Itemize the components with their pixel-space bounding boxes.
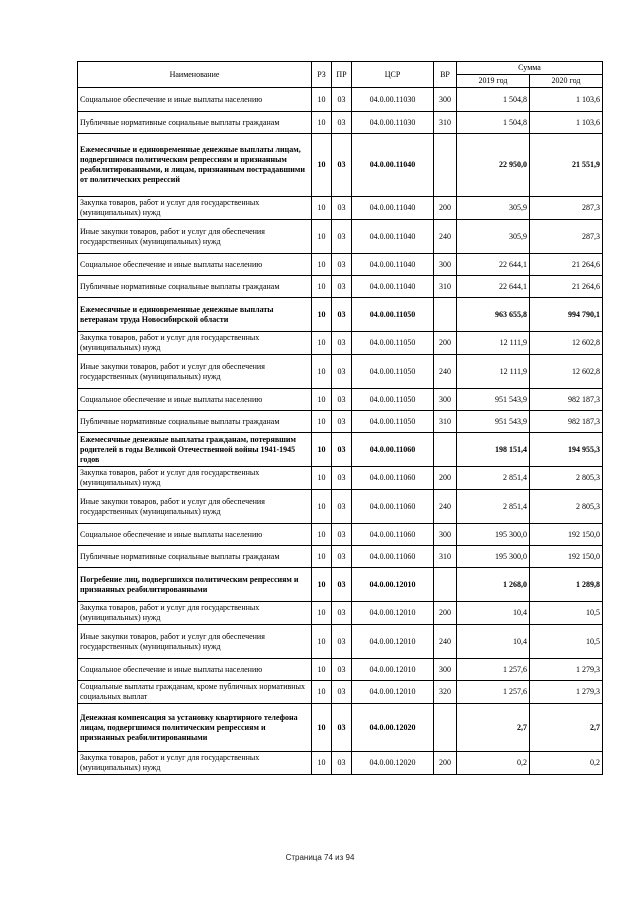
table-row xyxy=(78,681,603,704)
cell-vr: 310 xyxy=(434,276,457,298)
cell-2019: 2,7 xyxy=(457,704,530,752)
cell-name: Закупка товаров, работ и услуг для государственных (муниципальных) нужд xyxy=(78,197,312,220)
cell-vr xyxy=(434,433,457,467)
cell-name: Социальное обеспечение и иные выплаты населению xyxy=(78,88,312,112)
cell-2019: 195 300,0 xyxy=(457,546,530,568)
cell-csr: 04.0.00.11060 xyxy=(352,433,434,467)
cell-2020: 192 150,0 xyxy=(530,524,603,546)
cell-vr: 200 xyxy=(434,467,457,490)
table-row xyxy=(78,276,603,298)
budget-table xyxy=(77,61,603,775)
cell-name: Погребение лиц, подвергшихся политическим репрессиям и признанных реабилитированными xyxy=(78,568,312,602)
cell-name: Ежемесячные и единовременные денежные выплаты лицам, подвергшимся политическим репрессиям и признанным реабилитированными, и лицам, признанным пострадавшими от политических репрессий xyxy=(78,134,312,197)
header-pr: ПР xyxy=(332,62,352,88)
cell-vr: 240 xyxy=(434,490,457,524)
cell-pr: 03 xyxy=(332,197,352,220)
cell-name: Ежемесячные и единовременные денежные выплаты ветеранам труда Новосибирской области xyxy=(78,298,312,332)
cell-2019: 198 151,4 xyxy=(457,433,530,467)
cell-2019: 1 257,6 xyxy=(457,659,530,681)
cell-2019: 951 543,9 xyxy=(457,389,530,411)
header-sum: Сумма xyxy=(457,62,603,75)
cell-csr: 04.0.00.11050 xyxy=(352,355,434,389)
cell-2020: 10,5 xyxy=(530,625,603,659)
cell-csr: 04.0.00.11060 xyxy=(352,546,434,568)
cell-pr: 03 xyxy=(332,355,352,389)
table-row xyxy=(78,88,603,112)
cell-2019: 10,4 xyxy=(457,602,530,625)
cell-rz: 10 xyxy=(312,389,332,411)
cell-csr: 04.0.00.11060 xyxy=(352,490,434,524)
cell-2020: 1 103,6 xyxy=(530,112,603,134)
table-row xyxy=(78,355,603,389)
cell-name: Ежемесячные денежные выплаты гражданам, потерявшим родителей в годы Великой Отечественной войны 1941-1945 годов xyxy=(78,433,312,467)
cell-2019: 1 257,6 xyxy=(457,681,530,704)
cell-2019: 22 644,1 xyxy=(457,276,530,298)
cell-pr: 03 xyxy=(332,752,352,775)
cell-2019: 22 644,1 xyxy=(457,254,530,276)
cell-name: Публичные нормативные социальные выплаты гражданам xyxy=(78,411,312,433)
cell-vr: 240 xyxy=(434,625,457,659)
cell-2020: 1 279,3 xyxy=(530,659,603,681)
header-csr: ЦСР xyxy=(352,62,434,88)
cell-rz: 10 xyxy=(312,490,332,524)
cell-2019: 0,2 xyxy=(457,752,530,775)
cell-pr: 03 xyxy=(332,276,352,298)
cell-2020: 982 187,3 xyxy=(530,411,603,433)
table-row xyxy=(78,220,603,254)
cell-2020: 2,7 xyxy=(530,704,603,752)
cell-rz: 10 xyxy=(312,411,332,433)
table-row xyxy=(78,467,603,490)
cell-csr: 04.0.00.11030 xyxy=(352,88,434,112)
cell-rz: 10 xyxy=(312,88,332,112)
cell-csr: 04.0.00.11030 xyxy=(352,112,434,134)
cell-rz: 10 xyxy=(312,602,332,625)
table-row xyxy=(78,602,603,625)
cell-csr: 04.0.00.11060 xyxy=(352,524,434,546)
cell-2020: 194 955,3 xyxy=(530,433,603,467)
cell-pr: 03 xyxy=(332,134,352,197)
cell-pr: 03 xyxy=(332,524,352,546)
cell-name: Закупка товаров, работ и услуг для государственных (муниципальных) нужд xyxy=(78,752,312,775)
cell-vr: 320 xyxy=(434,681,457,704)
cell-2019: 195 300,0 xyxy=(457,524,530,546)
cell-rz: 10 xyxy=(312,298,332,332)
table-row xyxy=(78,433,603,467)
table-row xyxy=(78,546,603,568)
cell-rz: 10 xyxy=(312,220,332,254)
cell-pr: 03 xyxy=(332,704,352,752)
cell-2019: 2 851,4 xyxy=(457,490,530,524)
cell-pr: 03 xyxy=(332,298,352,332)
cell-2020: 1 289,8 xyxy=(530,568,603,602)
cell-vr: 300 xyxy=(434,254,457,276)
cell-rz: 10 xyxy=(312,276,332,298)
table-row xyxy=(78,197,603,220)
cell-vr: 300 xyxy=(434,524,457,546)
table-row xyxy=(78,411,603,433)
table-row xyxy=(78,752,603,775)
cell-2019: 22 950,0 xyxy=(457,134,530,197)
cell-2019: 12 111,9 xyxy=(457,355,530,389)
cell-name: Иные закупки товаров, работ и услуг для обеспечения государственных (муниципальных) нужд xyxy=(78,220,312,254)
cell-csr: 04.0.00.11040 xyxy=(352,197,434,220)
cell-pr: 03 xyxy=(332,467,352,490)
cell-rz: 10 xyxy=(312,197,332,220)
cell-vr xyxy=(434,704,457,752)
cell-vr: 200 xyxy=(434,602,457,625)
cell-name: Иные закупки товаров, работ и услуг для обеспечения государственных (муниципальных) нужд xyxy=(78,625,312,659)
cell-pr: 03 xyxy=(332,332,352,355)
cell-name: Социальное обеспечение и иные выплаты населению xyxy=(78,254,312,276)
table-row xyxy=(78,568,603,602)
cell-csr: 04.0.00.11060 xyxy=(352,467,434,490)
cell-name: Публичные нормативные социальные выплаты гражданам xyxy=(78,546,312,568)
cell-rz: 10 xyxy=(312,524,332,546)
cell-pr: 03 xyxy=(332,88,352,112)
cell-rz: 10 xyxy=(312,433,332,467)
cell-2020: 287,3 xyxy=(530,197,603,220)
cell-vr: 240 xyxy=(434,355,457,389)
header-name: Наименование xyxy=(78,62,312,88)
cell-2020: 1 103,6 xyxy=(530,88,603,112)
cell-2019: 951 543,9 xyxy=(457,411,530,433)
page-footer: Страница 74 из 94 xyxy=(285,853,355,862)
cell-csr: 04.0.00.11050 xyxy=(352,298,434,332)
cell-2019: 1 268,0 xyxy=(457,568,530,602)
cell-rz: 10 xyxy=(312,752,332,775)
cell-2020: 21 264,6 xyxy=(530,276,603,298)
header-row xyxy=(78,62,603,75)
cell-vr: 200 xyxy=(434,197,457,220)
cell-vr xyxy=(434,298,457,332)
cell-csr: 04.0.00.12010 xyxy=(352,625,434,659)
cell-csr: 04.0.00.11040 xyxy=(352,254,434,276)
cell-name: Социальное обеспечение и иные выплаты населению xyxy=(78,659,312,681)
cell-pr: 03 xyxy=(332,568,352,602)
table-row xyxy=(78,332,603,355)
cell-2019: 10,4 xyxy=(457,625,530,659)
cell-pr: 03 xyxy=(332,389,352,411)
header-2020: 2020 год xyxy=(530,75,603,88)
cell-2020: 21 264,6 xyxy=(530,254,603,276)
cell-2020: 10,5 xyxy=(530,602,603,625)
cell-pr: 03 xyxy=(332,254,352,276)
cell-name: Иные закупки товаров, работ и услуг для обеспечения государственных (муниципальных) нужд xyxy=(78,355,312,389)
cell-vr: 200 xyxy=(434,332,457,355)
cell-2020: 287,3 xyxy=(530,220,603,254)
cell-2019: 305,9 xyxy=(457,220,530,254)
cell-2020: 2 805,3 xyxy=(530,467,603,490)
cell-pr: 03 xyxy=(332,490,352,524)
cell-pr: 03 xyxy=(332,112,352,134)
cell-pr: 03 xyxy=(332,625,352,659)
cell-pr: 03 xyxy=(332,546,352,568)
cell-name: Социальное обеспечение и иные выплаты населению xyxy=(78,524,312,546)
cell-csr: 04.0.00.12010 xyxy=(352,568,434,602)
cell-csr: 04.0.00.11050 xyxy=(352,411,434,433)
cell-rz: 10 xyxy=(312,332,332,355)
cell-2020: 12 602,8 xyxy=(530,355,603,389)
cell-rz: 10 xyxy=(312,659,332,681)
table-row xyxy=(78,524,603,546)
table-row xyxy=(78,134,603,197)
cell-csr: 04.0.00.11040 xyxy=(352,276,434,298)
cell-vr: 310 xyxy=(434,411,457,433)
cell-csr: 04.0.00.11040 xyxy=(352,220,434,254)
cell-2020: 0,2 xyxy=(530,752,603,775)
cell-csr: 04.0.00.12010 xyxy=(352,681,434,704)
cell-2019: 2 851,4 xyxy=(457,467,530,490)
cell-rz: 10 xyxy=(312,704,332,752)
cell-csr: 04.0.00.11050 xyxy=(352,389,434,411)
cell-csr: 04.0.00.11040 xyxy=(352,134,434,197)
cell-vr: 200 xyxy=(434,752,457,775)
cell-csr: 04.0.00.12020 xyxy=(352,704,434,752)
cell-vr xyxy=(434,568,457,602)
cell-name: Социальные выплаты гражданам, кроме публичных нормативных социальных выплат xyxy=(78,681,312,704)
cell-2020: 192 150,0 xyxy=(530,546,603,568)
cell-name: Публичные нормативные социальные выплаты гражданам xyxy=(78,112,312,134)
cell-rz: 10 xyxy=(312,681,332,704)
cell-name: Денежная компенсация за установку квартирного телефона лицам, подвергшимся политическим репрессиям и признанных реабилитированными xyxy=(78,704,312,752)
cell-vr: 300 xyxy=(434,389,457,411)
cell-rz: 10 xyxy=(312,134,332,197)
cell-name: Публичные нормативные социальные выплаты гражданам xyxy=(78,276,312,298)
table-row xyxy=(78,254,603,276)
cell-rz: 10 xyxy=(312,467,332,490)
cell-name: Иные закупки товаров, работ и услуг для обеспечения государственных (муниципальных) нужд xyxy=(78,490,312,524)
cell-name: Социальное обеспечение и иные выплаты населению xyxy=(78,389,312,411)
table-body xyxy=(78,88,603,775)
cell-csr: 04.0.00.11050 xyxy=(352,332,434,355)
cell-name: Закупка товаров, работ и услуг для государственных (муниципальных) нужд xyxy=(78,332,312,355)
cell-vr xyxy=(434,134,457,197)
table-row xyxy=(78,112,603,134)
header-vr: ВР xyxy=(434,62,457,88)
cell-2019: 305,9 xyxy=(457,197,530,220)
cell-pr: 03 xyxy=(332,602,352,625)
cell-2020: 12 602,8 xyxy=(530,332,603,355)
table-row xyxy=(78,659,603,681)
header-2019: 2019 год xyxy=(457,75,530,88)
table-row xyxy=(78,704,603,752)
cell-2020: 21 551,9 xyxy=(530,134,603,197)
cell-csr: 04.0.00.12020 xyxy=(352,752,434,775)
cell-2019: 12 111,9 xyxy=(457,332,530,355)
cell-pr: 03 xyxy=(332,681,352,704)
cell-rz: 10 xyxy=(312,355,332,389)
header-rz: РЗ xyxy=(312,62,332,88)
cell-pr: 03 xyxy=(332,220,352,254)
cell-pr: 03 xyxy=(332,411,352,433)
cell-2020: 982 187,3 xyxy=(530,389,603,411)
cell-vr: 300 xyxy=(434,659,457,681)
table-row xyxy=(78,298,603,332)
cell-2019: 1 504,8 xyxy=(457,112,530,134)
table-row xyxy=(78,490,603,524)
cell-name: Закупка товаров, работ и услуг для государственных (муниципальных) нужд xyxy=(78,602,312,625)
cell-vr: 240 xyxy=(434,220,457,254)
cell-2019: 1 504,8 xyxy=(457,88,530,112)
cell-vr: 300 xyxy=(434,88,457,112)
cell-rz: 10 xyxy=(312,112,332,134)
cell-rz: 10 xyxy=(312,546,332,568)
cell-vr: 310 xyxy=(434,546,457,568)
cell-rz: 10 xyxy=(312,625,332,659)
table-row xyxy=(78,389,603,411)
cell-rz: 10 xyxy=(312,568,332,602)
cell-2020: 2 805,3 xyxy=(530,490,603,524)
cell-csr: 04.0.00.12010 xyxy=(352,602,434,625)
table-row xyxy=(78,625,603,659)
cell-2020: 1 279,3 xyxy=(530,681,603,704)
cell-vr: 310 xyxy=(434,112,457,134)
cell-rz: 10 xyxy=(312,254,332,276)
cell-name: Закупка товаров, работ и услуг для государственных (муниципальных) нужд xyxy=(78,467,312,490)
cell-2020: 994 790,1 xyxy=(530,298,603,332)
cell-2019: 963 655,8 xyxy=(457,298,530,332)
cell-pr: 03 xyxy=(332,659,352,681)
cell-pr: 03 xyxy=(332,433,352,467)
cell-csr: 04.0.00.12010 xyxy=(352,659,434,681)
